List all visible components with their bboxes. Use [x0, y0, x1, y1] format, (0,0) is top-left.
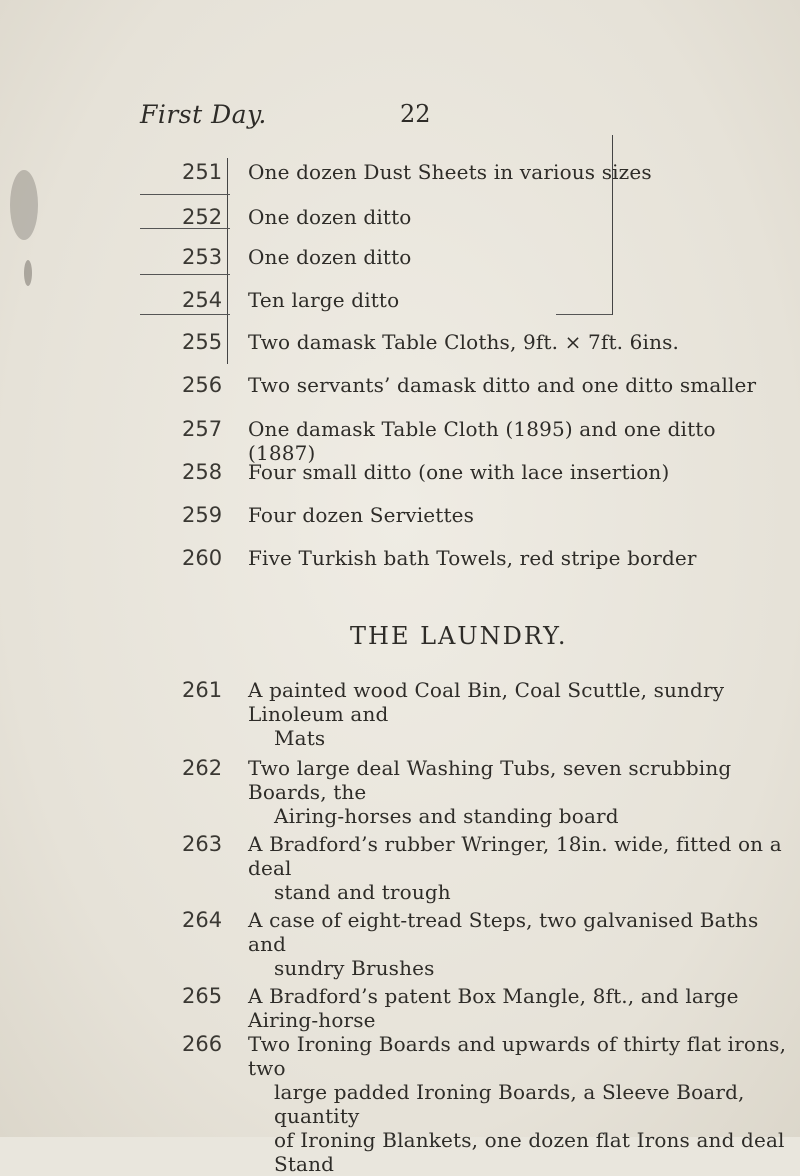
desc-line: Mats — [274, 726, 326, 750]
lot-number: 261 — [182, 678, 223, 702]
desc-line: of Ironing Blankets, one dozen flat Irons and deal Stand — [274, 1128, 785, 1176]
lot-description: One dozen ditto — [248, 205, 412, 229]
section-heading: THE LAUNDRY. — [350, 622, 568, 650]
bracket-left — [227, 158, 228, 364]
desc-line: stand and trough — [274, 880, 451, 904]
separator-rule — [140, 194, 230, 195]
lot-number: 257 — [182, 417, 223, 441]
lot-description — [248, 984, 788, 1032]
lot-description — [248, 908, 788, 980]
lot-number: 263 — [182, 832, 223, 856]
lot-number: 254 — [182, 288, 223, 312]
lot-number: 260 — [182, 546, 223, 570]
lot-number: 262 — [182, 756, 223, 780]
page-header — [140, 100, 760, 140]
desc-line: large padded Ironing Boards, a Sleeve Board, quantity — [274, 1080, 745, 1128]
lot-description: One damask Table Cloth (1895) and one ditto (1887) — [248, 417, 716, 465]
separator-rule — [140, 274, 230, 275]
lot-description: Two servants’ damask ditto and one ditto smaller — [248, 373, 757, 397]
lot-number: 259 — [182, 503, 223, 527]
lot-number: 251 — [182, 160, 223, 184]
lot-number: 266 — [182, 1032, 223, 1056]
lot-description — [248, 832, 788, 904]
lot-description — [248, 1032, 788, 1176]
lot-description: One dozen Dust Sheets in various sizes — [248, 160, 652, 184]
lot-number: 253 — [182, 245, 223, 269]
lot-description — [248, 678, 788, 750]
lot-description: Five Turkish bath Towels, red stripe border — [248, 546, 697, 570]
desc-line: A Bradford’s patent Box Mangle, 8ft., and large Airing-horse — [248, 984, 739, 1032]
page-number: 22 — [400, 100, 431, 128]
lot-number: 258 — [182, 460, 223, 484]
lot-number: 255 — [182, 330, 223, 354]
lot-description: One dozen ditto — [248, 245, 412, 269]
desc-line: sundry Brushes — [274, 956, 435, 980]
desc-line: A painted wood Coal Bin, Coal Scuttle, sundry Linoleum and — [248, 678, 725, 726]
lot-description — [248, 756, 788, 828]
lot-number: 264 — [182, 908, 223, 932]
lot-number: 265 — [182, 984, 223, 1008]
separator-rule — [140, 314, 230, 315]
lot-number: 252 — [182, 205, 223, 229]
lot-description: Four dozen Serviettes — [248, 503, 475, 527]
margin-mark — [24, 260, 32, 286]
margin-mark — [10, 170, 38, 240]
day-heading: First Day. — [140, 100, 267, 129]
lot-description: Four small ditto (one with lace insertion) — [248, 460, 670, 484]
desc-line: Two large deal Washing Tubs, seven scrubbing Boards, the — [248, 756, 732, 804]
desc-line: A Bradford’s rubber Wringer, 18in. wide, fitted on a deal — [248, 832, 782, 880]
desc-line: Two Ironing Boards and upwards of thirty flat irons, two — [248, 1032, 787, 1080]
lot-description: Ten large ditto — [248, 288, 400, 312]
lot-number: 256 — [182, 373, 223, 397]
desc-line: A case of eight-tread Steps, two galvanised Baths and — [248, 908, 759, 956]
lot-description: Two damask Table Cloths, 9ft. × 7ft. 6ins. — [248, 330, 680, 354]
desc-line: Airing-horses and standing board — [274, 804, 619, 828]
separator-rule — [556, 314, 612, 315]
